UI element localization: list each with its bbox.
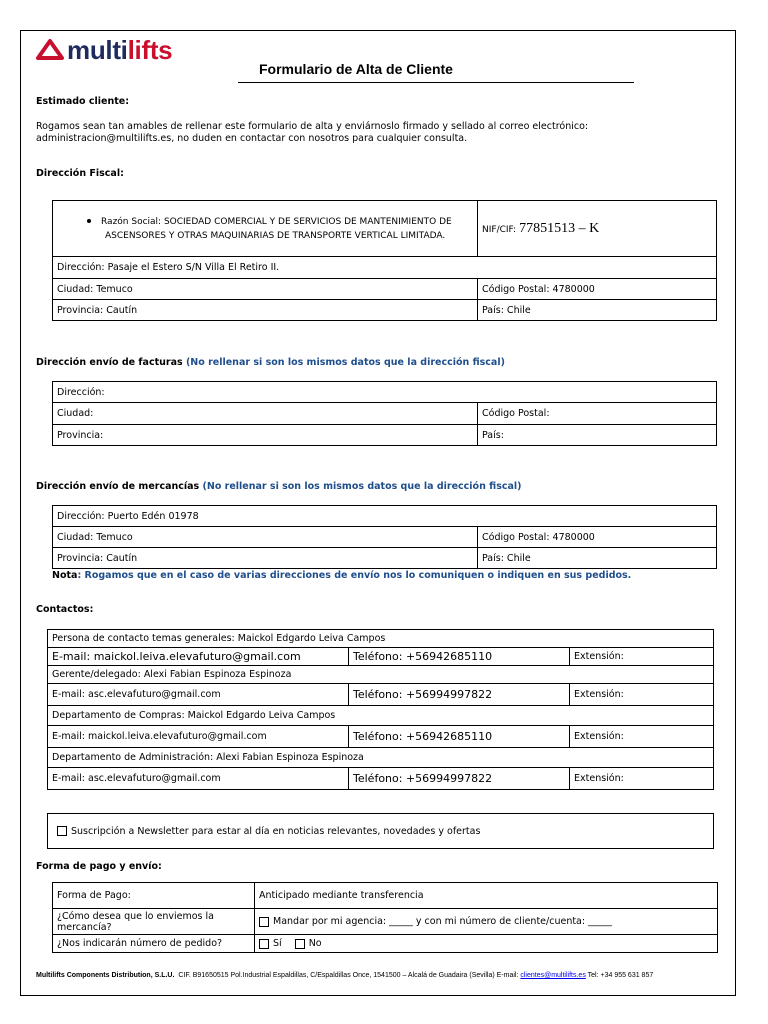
nif-value: 77851513 – K: [519, 220, 600, 236]
title-underline: [238, 82, 634, 83]
no-checkbox[interactable]: [295, 939, 305, 949]
razon-social-line-1: Razón Social: SOCIEDAD COMERCIAL Y DE SERVICIOS DE MANTENIMIENTO DE: [101, 216, 452, 227]
logo-text-lifts: lifts: [127, 35, 173, 65]
contacto-general-email: E-mail: maickol.leiva.elevafuturo@gmail.com: [48, 648, 349, 666]
greeting: Estimado cliente:: [36, 96, 130, 107]
contacto-compras-email: E-mail: maickol.leiva.elevafuturo@gmail.com: [48, 726, 349, 748]
envio-label-line-2: mercancía?: [57, 921, 112, 933]
mercancias-cp: Código Postal: 4780000: [478, 527, 717, 548]
contactos-heading: Contactos:: [36, 604, 94, 615]
pedido-options-cell: [255, 935, 718, 953]
contacto-gerente-email: E-mail: asc.elevafuturo@gmail.com: [48, 684, 349, 706]
fiscal-heading: Dirección Fiscal:: [36, 168, 124, 179]
contacto-general-telefono: Teléfono: +56942685110: [349, 648, 570, 666]
contacto-administracion-email: E-mail: asc.elevafuturo@gmail.com: [48, 768, 349, 790]
envio-label-cell: [53, 909, 255, 935]
contactos-table: [47, 629, 714, 790]
multilifts-logo: [36, 37, 172, 63]
facturas-direccion: Dirección:: [53, 382, 717, 403]
fiscal-pais: País: Chile: [478, 300, 717, 321]
nif-label: NIF/CIF:: [482, 224, 517, 235]
page-title: Formulario de Alta de Cliente: [259, 61, 453, 77]
contacto-administracion-extension: Extensión:: [570, 768, 714, 790]
pago-table: [52, 882, 718, 953]
facturas-heading: Dirección envío de facturas: [36, 357, 183, 368]
si-label: Sí: [273, 938, 282, 949]
facturas-note: (No rellenar si son los mismos datos que la dirección fiscal): [185, 357, 505, 368]
footer-email-link[interactable]: clientes@multilifts.es: [520, 972, 586, 979]
agencia-checkbox[interactable]: [259, 917, 269, 927]
contacto-gerente: Gerente/delegado: Alexi Fabian Espinoza Espinoza: [48, 666, 714, 684]
mercancias-ciudad: Ciudad: Temuco: [53, 527, 478, 548]
facturas-table: [52, 381, 717, 446]
pedido-label: ¿Nos indicarán número de pedido?: [53, 935, 255, 953]
facturas-cp: Código Postal:: [478, 403, 717, 425]
facturas-heading-row: [36, 357, 505, 368]
fiscal-ciudad: Ciudad: Temuco: [53, 279, 478, 300]
intro-line-1: Rogamos sean tan amables de rellenar este formulario de alta y enviárnoslo firmado y sellado al correo electrónico:: [36, 121, 589, 132]
nota-label: Nota: [52, 570, 78, 581]
contacto-administracion-telefono: Teléfono: +56994997822: [349, 768, 570, 790]
mercancias-heading-row: [36, 481, 522, 492]
facturas-provincia: Provincia:: [53, 425, 478, 446]
newsletter-checkbox[interactable]: [57, 826, 67, 836]
forma-pago-value: Anticipado mediante transferencia: [255, 883, 718, 909]
facturas-ciudad: Ciudad:: [53, 403, 478, 425]
envio-label-line-1: ¿Cómo desea que lo enviemos la: [57, 910, 214, 922]
newsletter-label: Suscripción a Newsletter para estar al día en noticias relevantes, novedades y ofertas: [71, 825, 481, 837]
footer-tel: Tel: +34 955 631 857: [587, 972, 654, 979]
footer-details: CIF. B91650515 Pol.Industrial Espaldillas, C/Espaldillas Once, 1541500 – Alcalá de Guadaira (Sevilla) E-mail:: [178, 972, 519, 979]
no-label: No: [308, 938, 322, 949]
logo-text-multi: multi: [67, 35, 128, 65]
fiscal-provincia: Provincia: Cautín: [53, 300, 478, 321]
facturas-pais: País:: [478, 425, 717, 446]
fiscal-table: [52, 200, 717, 321]
mercancias-pais: País: Chile: [478, 548, 717, 569]
forma-pago-label: Forma de Pago:: [53, 883, 255, 909]
contacto-compras-telefono: Teléfono: +56942685110: [349, 726, 570, 748]
contacto-general: Persona de contacto temas generales: Maickol Edgardo Leiva Campos: [48, 630, 714, 648]
envio-option-label: Mandar por mi agencia: _____ y con mi número de cliente/cuenta: _____: [273, 916, 612, 927]
mercancias-table: [52, 505, 717, 569]
contacto-gerente-telefono: Teléfono: +56994997822: [349, 684, 570, 706]
bullet-icon: [87, 219, 91, 223]
mercancias-note: (No rellenar si son los mismos datos que la dirección fiscal): [202, 481, 522, 492]
nif-cell: [478, 201, 717, 257]
footer: [36, 972, 653, 979]
nota-text: : Rogamos que en el caso de varias direcciones de envío nos lo comuniquen o indiquen en sus pedidos.: [77, 570, 632, 581]
pago-heading: Forma de pago y envío:: [36, 861, 162, 872]
contacto-compras-extension: Extensión:: [570, 726, 714, 748]
fiscal-cp: Código Postal: 4780000: [478, 279, 717, 300]
razon-social-line-2: ASCENSORES Y OTRAS MAQUINARIAS DE TRANSPORTE VERTICAL LIMITADA.: [105, 230, 446, 241]
si-checkbox[interactable]: [259, 939, 269, 949]
mercancias-provincia: Provincia: Cautín: [53, 548, 478, 569]
razon-social-cell: [53, 201, 478, 257]
envio-option-cell: [255, 909, 718, 935]
contacto-compras: Departamento de Compras: Maickol Edgardo Leiva Campos: [48, 706, 714, 726]
newsletter-box: [47, 813, 714, 849]
intro-line-2: administracion@multilifts.es, no duden en contactar con nosotros para cualquier consulta.: [36, 133, 468, 144]
mercancias-direccion: Dirección: Puerto Edén 01978: [53, 506, 717, 527]
contacto-general-extension: Extensión:: [570, 648, 714, 666]
mercancias-nota: [52, 570, 631, 581]
contacto-gerente-extension: Extensión:: [570, 684, 714, 706]
logo-triangle-icon: [36, 39, 64, 61]
contacto-administracion: Departamento de Administración: Alexi Fabian Espinoza Espinoza: [48, 748, 714, 768]
footer-company: Multilifts Components Distribution, S.L.U.: [36, 972, 175, 979]
fiscal-direccion: Dirección: Pasaje el Estero S/N Villa El Retiro II.: [53, 257, 717, 279]
mercancias-heading: Dirección envío de mercancías: [36, 481, 200, 492]
